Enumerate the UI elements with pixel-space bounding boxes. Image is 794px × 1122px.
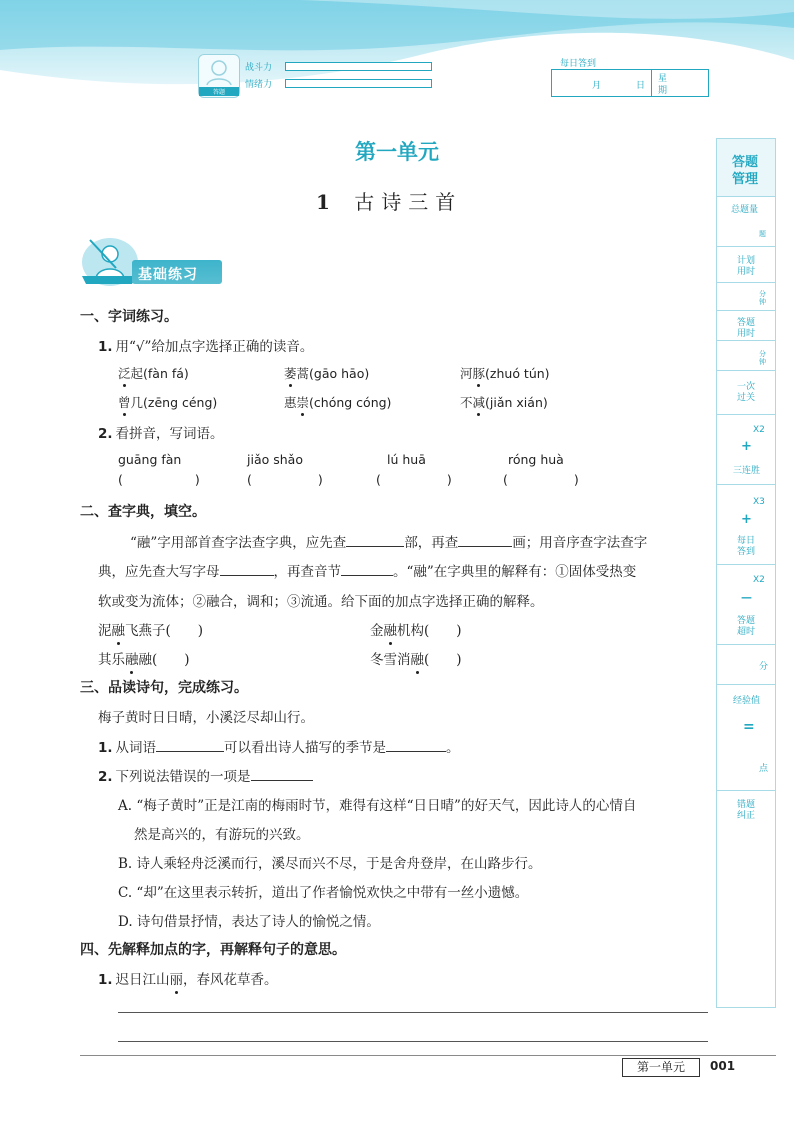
poem-line: 梅子黄时日日晴，小溪泛尽却山行。 bbox=[98, 710, 314, 726]
blank-radical[interactable] bbox=[346, 532, 404, 547]
s2-item1[interactable]: 泥融飞燕子( ) bbox=[98, 623, 204, 639]
basic-practice-banner bbox=[76, 232, 226, 290]
dotted-char: 丽 bbox=[169, 972, 184, 988]
lesson-number: 1 bbox=[316, 190, 330, 214]
sidebar-overtime-cell[interactable]: X2 — 答题 超时 bbox=[716, 564, 776, 644]
footer-rule bbox=[80, 1055, 776, 1056]
blank-word[interactable] bbox=[156, 737, 224, 752]
section1-title: 一、字词练习。 bbox=[80, 309, 178, 325]
blank-season[interactable] bbox=[386, 737, 446, 752]
month-label: 月 bbox=[592, 81, 602, 91]
emotion-bar[interactable] bbox=[285, 79, 432, 88]
blank-syllable[interactable] bbox=[341, 561, 393, 576]
sidebar-plan-unit-cell: 分 钟 bbox=[716, 282, 776, 310]
sidebar-correct-cell[interactable]: 错题 纠正 bbox=[716, 790, 776, 1008]
option-d[interactable]: D. 诗句借景抒情，表达了诗人的愉悦之情。 bbox=[118, 914, 380, 930]
s2-item2[interactable]: 金融机构( ) bbox=[370, 623, 462, 639]
lesson-title: 古诗三首 bbox=[354, 190, 463, 214]
s1-q1-text: 用“√”给加点字选择正确的读音。 bbox=[115, 339, 314, 355]
s1-row1-item2[interactable]: 萎蒿(gāo hāo) bbox=[284, 366, 370, 381]
sidebar-score-cell[interactable]: 分 bbox=[716, 644, 776, 684]
option-a-line2: 然是高兴的，有游玩的兴致。 bbox=[134, 827, 310, 843]
s1-row2-item2[interactable]: 惠崇(chóng cóng) bbox=[284, 395, 392, 410]
dotted-char: 豚 bbox=[472, 366, 486, 381]
weekday-top: 星 bbox=[658, 74, 668, 84]
dotted-char: 曾 bbox=[118, 395, 131, 410]
dotted-char: 萎 bbox=[284, 366, 297, 381]
answer-line-2[interactable] bbox=[118, 1041, 708, 1042]
emotion-label: 情绪力 bbox=[245, 80, 273, 90]
sidebar-answer-time-cell[interactable]: 答题 用时 bbox=[716, 310, 776, 340]
daily-checkin-label: 每日答到 bbox=[560, 59, 597, 69]
s1-row1-item3[interactable]: 河豚(zhuó tún) bbox=[460, 366, 550, 381]
s1-q2-text: 看拼音，写词语。 bbox=[115, 426, 224, 442]
dotted-char: 崇 bbox=[296, 395, 310, 410]
blank-strokes[interactable] bbox=[458, 532, 512, 547]
answer-paren-1[interactable]: ( ) bbox=[118, 472, 200, 487]
s3-q2: 2. 下列说法错误的一项是 bbox=[98, 765, 313, 785]
s2-para-line2: 典，应先查大写字母 ，再查音节 。“融”在字典里的解释有：①固体受热变 bbox=[98, 560, 636, 580]
weekday-bottom: 期 bbox=[658, 86, 668, 96]
sidebar-total-cell[interactable]: 总题量 题 bbox=[716, 196, 776, 246]
pinyin-4: róng huà bbox=[508, 452, 564, 467]
option-b[interactable]: B. 诗人乘轻舟泛溪而行，溪尽而兴不尽，于是舍舟登岸，在山路步行。 bbox=[118, 856, 542, 872]
pinyin-3: lú huā bbox=[387, 452, 426, 467]
combat-label: 战斗力 bbox=[245, 63, 273, 73]
daily-checkin-box[interactable] bbox=[551, 69, 709, 97]
option-c[interactable]: C. “却”在这里表示转折，道出了作者愉悦欢快之中带有一丝小遗憾。 bbox=[118, 885, 529, 901]
combat-bar[interactable] bbox=[285, 62, 432, 71]
dotted-char: 减 bbox=[472, 395, 486, 410]
s2-item3[interactable]: 其乐融融( ) bbox=[98, 652, 190, 668]
pinyin-1: guāng fàn bbox=[118, 452, 182, 467]
answer-paren-3[interactable]: ( ) bbox=[376, 472, 452, 487]
weekday-divider bbox=[651, 70, 652, 96]
sidebar-title-cell: 答题 管理 bbox=[716, 138, 776, 196]
s3-q1: 1. 从词语 可以看出诗人描写的季节是 。 bbox=[98, 736, 460, 756]
avatar bbox=[198, 54, 240, 98]
lesson-title-row bbox=[316, 186, 462, 215]
s1-q1: 1. 用“√”给加点字选择正确的读音。 bbox=[98, 339, 314, 355]
sidebar-once-cell[interactable]: 一次 过关 bbox=[716, 370, 776, 414]
banner-text: 基础练习 bbox=[138, 267, 198, 283]
avatar-caption: 答题 bbox=[199, 87, 239, 96]
s4-q1: 1. 迟日江山丽，春风花草香。 bbox=[98, 972, 278, 988]
s1-row1-item1[interactable]: 泛起(fàn fá) bbox=[118, 366, 189, 381]
day-label: 日 bbox=[636, 81, 646, 91]
footer-unit-badge: 第一单元 bbox=[622, 1058, 700, 1077]
sidebar-exp-cell[interactable]: 经验值 = 点 bbox=[716, 684, 776, 790]
blank-letter[interactable] bbox=[220, 561, 274, 576]
answer-paren-2[interactable]: ( ) bbox=[247, 472, 323, 487]
person-icon bbox=[199, 55, 239, 87]
blank-choice[interactable] bbox=[251, 766, 313, 781]
answer-paren-4[interactable]: ( ) bbox=[503, 472, 579, 487]
s2-item4[interactable]: 冬雪消融( ) bbox=[370, 652, 462, 668]
s1-row2-item1[interactable]: 曾几(zēng céng) bbox=[118, 395, 218, 410]
section3-title: 三、品读诗句，完成练习。 bbox=[80, 680, 248, 696]
unit-title: 第一单元 bbox=[355, 140, 439, 164]
s2-para-line1: “融”字用部首查字法查字典，应先查 部，再查 画；用音序查字法查字 bbox=[130, 531, 647, 551]
s2-para-line3: 软或变为流体；②融合，调和；③流通。给下面的加点字选择正确的解释。 bbox=[98, 594, 544, 610]
sidebar-answer-unit-cell: 分 钟 bbox=[716, 340, 776, 370]
s1-q2: 2. 看拼音，写词语。 bbox=[98, 426, 224, 442]
option-a-line1[interactable]: A. “梅子黄时”正是江南的梅雨时节，难得有这样“日日晴”的好天气，因此诗人的心情自 bbox=[118, 798, 637, 814]
page-number: 001 bbox=[710, 1059, 736, 1073]
section4-title: 四、先解释加点的字，再解释句子的意思。 bbox=[80, 942, 346, 958]
dotted-char: 泛 bbox=[118, 366, 131, 381]
sidebar-plan-time-cell[interactable]: 计划 用时 bbox=[716, 246, 776, 282]
s1-row2-item3[interactable]: 不减(jiǎn xián) bbox=[460, 395, 548, 410]
pinyin-2: jiǎo shǎo bbox=[247, 452, 303, 467]
section2-title: 二、查字典，填空。 bbox=[80, 504, 206, 520]
sidebar-streak-cell[interactable]: X2 + 三连胜 bbox=[716, 414, 776, 484]
answer-line-1[interactable] bbox=[118, 1012, 708, 1013]
sidebar-daily-cell[interactable]: X3 + 每日 答到 bbox=[716, 484, 776, 564]
